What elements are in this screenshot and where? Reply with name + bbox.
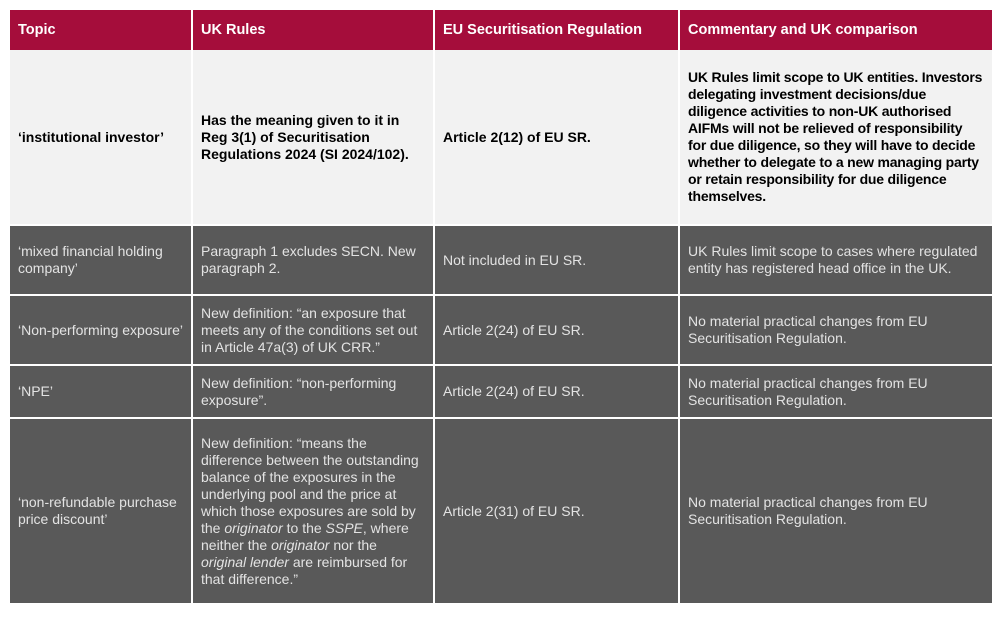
cell-eu-sr: Not included in EU SR. — [434, 225, 679, 295]
cell-uk-rules: New definition: “non-performing exposure”. — [192, 365, 434, 418]
uk-rules-text: to the — [282, 519, 326, 536]
uk-rules-emphasis: originator — [271, 536, 330, 553]
uk-rules-text: , where neither the — [201, 519, 409, 553]
cell-topic: ‘non-refundable purchase price discount’ — [10, 418, 192, 604]
uk-rules-emphasis: originator — [224, 519, 283, 536]
uk-rules-text: are reimbursed for that difference.” — [201, 553, 408, 587]
table-row — [10, 295, 992, 365]
cell-commentary: No material practical changes from EU Securitisation Regulation. — [679, 418, 992, 604]
header-uk-rules: UK Rules — [192, 10, 434, 50]
table-row — [10, 418, 992, 604]
cell-topic: ‘Non-performing exposure’ — [10, 295, 192, 365]
cell-uk-rules — [192, 418, 434, 604]
header-commentary: Commentary and UK comparison — [679, 10, 992, 50]
uk-rules-text: New definition: “means the difference between the outstanding balance of the exposures in the underlying pool and the price at which those exposures are sold by the — [201, 434, 419, 536]
table-row — [10, 50, 992, 225]
cell-topic: ‘mixed financial holding company’ — [10, 225, 192, 295]
uk-rules-emphasis: SSPE — [325, 519, 363, 536]
cell-topic: ‘institutional investor’ — [10, 50, 192, 225]
table-row — [10, 365, 992, 418]
cell-uk-rules: New definition: “an exposure that meets any of the conditions set out in Article 47a(3) of UK CRR.” — [192, 295, 434, 365]
cell-commentary: UK Rules limit scope to UK entities. Investors delegating investment decisions/due diligence activities to non-UK authorised AIFMs will not be relieved of responsibility for due diligence, so they will have to decide whether to delegate to a new managing party or retain responsibility for due diligence themselves. — [679, 50, 992, 225]
cell-commentary: No material practical changes from EU Securitisation Regulation. — [679, 365, 992, 418]
uk-rules-emphasis: original lender — [201, 553, 289, 570]
cell-eu-sr: Article 2(24) of EU SR. — [434, 365, 679, 418]
table-header-row — [10, 10, 992, 50]
cell-eu-sr: Article 2(12) of EU SR. — [434, 50, 679, 225]
definitions-comparison-table — [10, 10, 992, 605]
cell-topic: ‘NPE’ — [10, 365, 192, 418]
cell-uk-rules: Paragraph 1 excludes SECN. New paragraph 2. — [192, 225, 434, 295]
uk-rules-text: nor the — [329, 536, 377, 553]
cell-commentary: No material practical changes from EU Securitisation Regulation. — [679, 295, 992, 365]
cell-commentary: UK Rules limit scope to cases where regulated entity has registered head office in the UK. — [679, 225, 992, 295]
header-topic: Topic — [10, 10, 192, 50]
header-eu-sr: EU Securitisation Regulation — [434, 10, 679, 50]
cell-eu-sr: Article 2(31) of EU SR. — [434, 418, 679, 604]
table-row — [10, 225, 992, 295]
cell-uk-rules: Has the meaning given to it in Reg 3(1) of Securitisation Regulations 2024 (SI 2024/102). — [192, 50, 434, 225]
cell-eu-sr: Article 2(24) of EU SR. — [434, 295, 679, 365]
